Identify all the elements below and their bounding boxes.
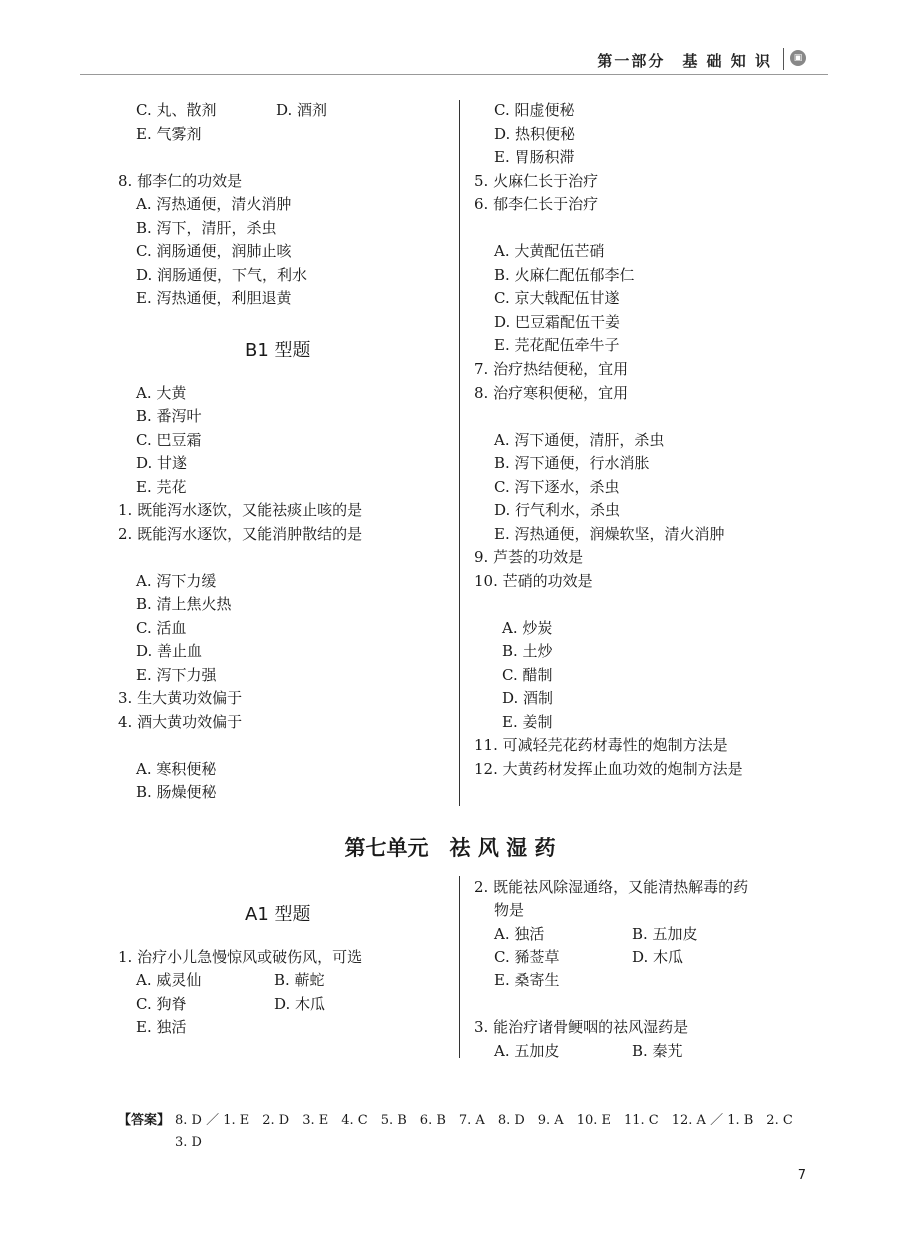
option: D. 巴豆霜配伍干姜 [494,313,621,331]
question: 1. 既能泻水逐饮，又能祛痰止咳的是 [118,501,363,519]
option: E. 芫花 [136,478,187,496]
option: B. 泻下，清肝，杀虫 [136,219,277,237]
option: E. 芫花配伍牵牛子 [494,336,620,354]
option: D. 酒剂 [276,101,328,119]
option: D. 润肠通便，下气，利水 [136,266,308,284]
option: E. 胃肠积滞 [494,148,575,166]
option: C. 醋制 [502,666,553,684]
question: 12. 大黄药材发挥止血功效的炮制方法是 [474,760,743,778]
option: B. 火麻仁配伍郁李仁 [494,266,635,284]
option: E. 气雾剂 [136,125,202,143]
option: C. 京大戟配伍甘遂 [494,289,620,307]
option: B. 土炒 [502,642,553,660]
option: C. 巴豆霜 [136,431,202,449]
question: 3. 生大黄功效偏于 [118,689,243,707]
option: D. 热积便秘 [494,125,576,143]
option: E. 桑寄生 [494,971,560,989]
option: B. 番泻叶 [136,407,202,425]
option: A. 五加皮 [494,1042,560,1060]
unit-title: 第七单元 祛 风 湿 药 [344,835,556,860]
question-continuation: 物是 [494,901,525,919]
column-divider [459,100,460,806]
question: 11. 可减轻芫花药材毒性的炮制方法是 [474,736,728,754]
option: D. 善止血 [136,642,203,660]
option: D. 行气利水，杀虫 [494,501,621,519]
question-type-heading: A1 型题 [245,904,311,925]
option: A. 大黄 [136,384,187,402]
option: B. 秦艽 [632,1042,683,1060]
option: A. 寒积便秘 [136,760,217,778]
option: B. 清上焦火热 [136,595,232,613]
question: 6. 郁李仁长于治疗 [474,195,599,213]
option: A. 泻热通便，清火消肿 [136,195,292,213]
question: 8. 郁李仁的功效是 [118,172,243,190]
page-number: 7 [797,1168,806,1183]
header-divider [783,48,784,70]
section-title: 第一部分 基 础 知 识 [597,52,772,70]
option: C. 润肠通便，润肺止咳 [136,242,292,260]
answer-label: 【答案】 [118,1113,171,1128]
option: C. 丸、散剂 [136,101,217,119]
question: 1. 治疗小儿急慢惊风或破伤风，可选 [118,948,363,966]
option: C. 狗脊 [136,995,187,1013]
column-divider [459,876,460,1058]
option: B. 肠燥便秘 [136,783,217,801]
option: A. 威灵仙 [136,971,202,989]
question: 2. 既能泻水逐饮，又能消肿散结的是 [118,525,363,543]
option: A. 大黄配伍芒硝 [494,242,605,260]
book-icon: ▣ [790,50,806,66]
question: 8. 治疗寒积便秘，宜用 [474,384,629,402]
option: E. 泻热通便，利胆退黄 [136,289,292,307]
option: D. 酒制 [502,689,554,707]
option: B. 五加皮 [632,925,698,943]
question-type-heading: B1 型题 [245,340,311,361]
option: D. 木瓜 [632,948,684,966]
header-rule [80,74,828,75]
option: A. 泻下通便，清肝，杀虫 [494,431,665,449]
option: A. 泻下力缓 [136,572,217,590]
option: C. 豨莶草 [494,948,560,966]
option: E. 泻下力强 [136,666,217,684]
question: 2. 既能祛风除湿通络，又能清热解毒的药 [474,878,749,896]
option: A. 炒炭 [502,619,553,637]
question: 7. 治疗热结便秘，宜用 [474,360,629,378]
answer-line: 8. D ／ 1. E 2. D 3. E 4. C 5. B 6. B 7. A 8. D 9. A 10. E 11. C 12. A ／ 1. B 2. C [175,1113,793,1128]
answer-line: 3. D [175,1135,202,1150]
option: C. 泻下逐水，杀虫 [494,478,620,496]
question: 5. 火麻仁长于治疗 [474,172,599,190]
page-header [0,0,900,76]
option: B. 泻下通便，行水消胀 [494,454,650,472]
question: 9. 芦荟的功效是 [474,548,584,566]
question: 4. 酒大黄功效偏于 [118,713,243,731]
option: D. 甘遂 [136,454,188,472]
option: E. 姜制 [502,713,553,731]
option: C. 活血 [136,619,187,637]
option: E. 泻热通便，润燥软坚，清火消肿 [494,525,725,543]
question: 10. 芒硝的功效是 [474,572,593,590]
option: C. 阳虚便秘 [494,101,575,119]
option: B. 蕲蛇 [274,971,325,989]
option: A. 独活 [494,925,545,943]
question: 3. 能治疗诸骨鲠咽的祛风湿药是 [474,1018,689,1036]
option: E. 独活 [136,1018,187,1036]
option: D. 木瓜 [274,995,326,1013]
